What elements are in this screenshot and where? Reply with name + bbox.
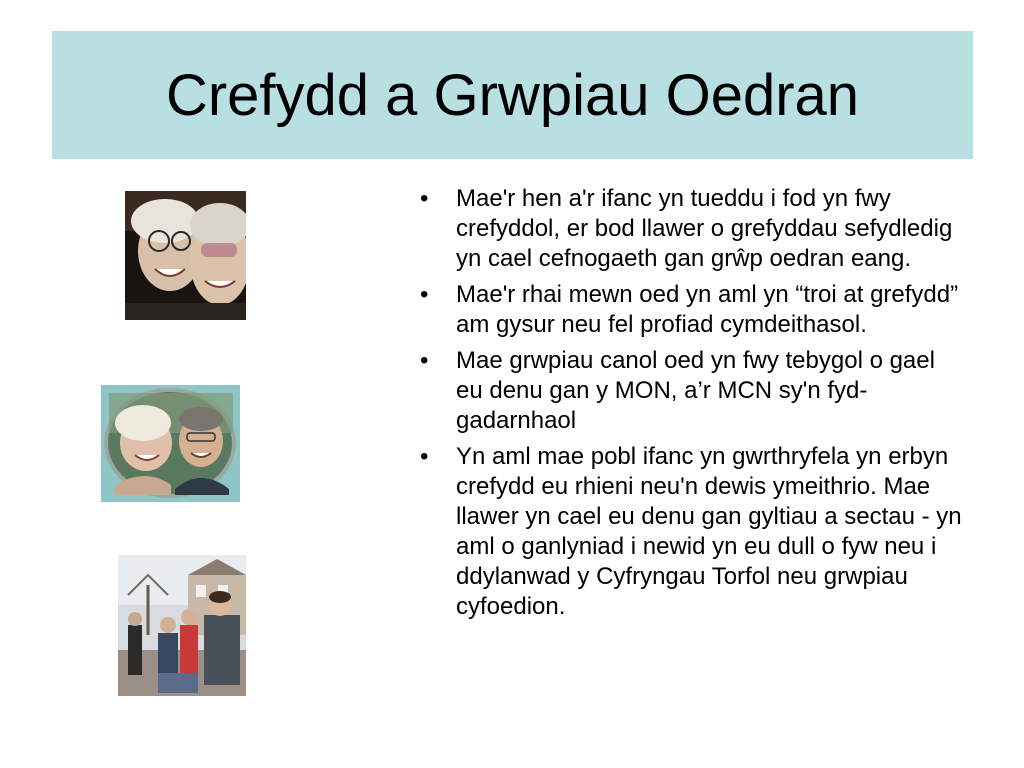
bullet-item: [420, 442, 968, 622]
bullet-item: [420, 346, 968, 436]
young-people-street-photo: [118, 555, 246, 696]
bullet-text: Yn aml mae pobl ifanc yn gwrthryfela yn erbyn crefydd eu rhieni neu'n dewis ymeithrio. Mae llawer yn cael eu denu gan gyltiau a sectau - yn aml o ganlyniad i newid yn eu dull o fyw neu i ddylanwad y Cyfryngau Torfol neu grwpiau cyfoedion.: [456, 443, 962, 620]
bullet-dot: •: [420, 185, 429, 212]
bullet-item: [420, 280, 968, 340]
elderly-women-photo: [125, 191, 246, 320]
couple-oval-photo: [101, 385, 240, 502]
bullet-item: [420, 184, 968, 274]
bullet-dot: •: [420, 443, 429, 470]
title-banner: [52, 31, 973, 159]
bullet-list: [420, 184, 980, 628]
slide-title: Crefydd a Grwpiau Oedran: [165, 62, 860, 128]
bullet-text: Mae'r hen a'r ifanc yn tueddu i fod yn fwy crefyddol, er bod llawer o grefyddau sefydledig yn cael cefnogaeth gan grŵp oedran eang.: [456, 185, 953, 272]
bullet-text: Mae'r rhai mewn oed yn aml yn “troi at grefydd” am gysur neu fel profiad cymdeithasol.: [456, 281, 959, 338]
bullet-dot: •: [420, 347, 429, 374]
bullet-dot: •: [420, 281, 429, 308]
bullet-text: Mae grwpiau canol oed yn fwy tebygol o gael eu denu gan y MON, a’r MCN sy'n fyd-gadarnhaol: [456, 347, 935, 434]
